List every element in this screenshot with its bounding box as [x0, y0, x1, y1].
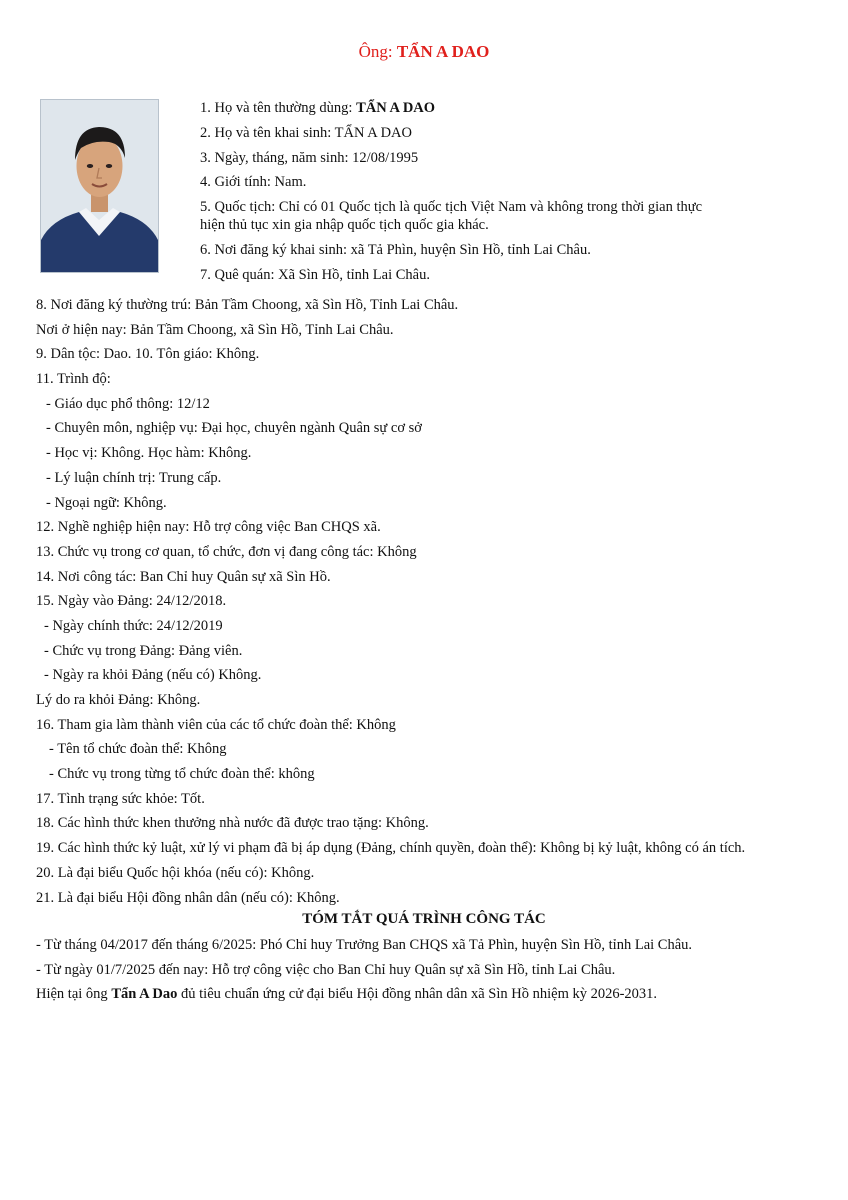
- eligibility-name: Tẩn A Dao: [111, 986, 178, 1003]
- career-entry-2: - Từ ngày 01/7/2025 đến nay: Hỗ trợ công việc cho Ban Chỉ huy Quân sự xã Sìn Hồ, tỉnh Lai Châu.: [36, 961, 616, 978]
- foreign-language: - Ngoại ngữ: Không.: [46, 494, 167, 511]
- official-party-date: - Ngày chính thức: 24/12/2019: [44, 617, 223, 634]
- academic-degree: - Học vị: Không. Học hàm: Không.: [46, 445, 252, 462]
- item-13: 13. Chức vụ trong cơ quan, tổ chức, đơn vị đang công tác: Không: [36, 543, 417, 560]
- eligibility-prefix: Hiện tại ông: [36, 986, 112, 1003]
- item-19: 19. Các hình thức kỷ luật, xử lý vi phạm đã bị áp dụng (Đảng, chính quyền, đoàn thể): Không bị kỷ luật, không có án tích.: [36, 840, 746, 857]
- candidate-name: TẨN A DAO: [396, 42, 490, 61]
- item-6: 6. Nơi đăng ký khai sinh: xã Tả Phìn, huyện Sìn Hồ, tỉnh Lai Châu.: [200, 241, 591, 258]
- portrait-illustration: [41, 100, 158, 272]
- item-12: 12. Nghề nghiệp hiện nay: Hỗ trợ công việc Ban CHQS xã.: [36, 519, 381, 536]
- item-16: 16. Tham gia làm thành viên của các tổ chức đoàn thể: Không: [36, 716, 396, 733]
- item-1: [200, 99, 800, 117]
- item-8: 8. Nơi đăng ký thường trú: Bản Tầm Choong, xã Sìn Hồ, Tỉnh Lai Châu.: [36, 297, 459, 313]
- party-leave-reason: Lý do ra khỏi Đảng: Không.: [36, 692, 201, 708]
- item-20: 20. Là đại biểu Quốc hội khóa (nếu có): Không.: [36, 864, 315, 881]
- party-position: - Chức vụ trong Đảng: Đảng viên.: [44, 642, 243, 659]
- organization-position: - Chức vụ trong từng tổ chức đoàn thể: không: [49, 766, 315, 783]
- item-2: 2. Họ và tên khai sinh: TẨN A DAO: [200, 124, 412, 141]
- item-14: 14. Nơi công tác: Ban Chỉ huy Quân sự xã Sìn Hồ.: [36, 568, 331, 585]
- political-theory: - Lý luận chính trị: Trung cấp.: [46, 469, 222, 486]
- party-leave-date: - Ngày ra khỏi Đảng (nếu có) Không.: [44, 667, 262, 684]
- item-17: 17. Tình trạng sức khỏe: Tốt.: [36, 790, 205, 807]
- specialization: - Chuyên môn, nghiệp vụ: Đại học, chuyên ngành Quân sự cơ sở: [46, 420, 422, 437]
- item-4: 4. Giới tính: Nam.: [200, 174, 307, 191]
- item-18: 18. Các hình thức khen thưởng nhà nước đã được trao tặng: Không.: [36, 815, 429, 832]
- title-prefix: Ông:: [358, 42, 397, 61]
- item-1-value: TẨN A DAO: [356, 100, 436, 116]
- details-block: [36, 296, 826, 913]
- item-5-line-1: 5. Quốc tịch: Chỉ có 01 Quốc tịch là quốc tịch Việt Nam và không trong thời gian thực: [200, 199, 703, 216]
- personal-info-block: [200, 99, 800, 291]
- item-11: 11. Trình độ:: [36, 371, 111, 388]
- organization-name: - Tên tổ chức đoàn thể: Không: [49, 741, 227, 758]
- eligibility-suffix: đủ tiêu chuẩn ứng cử đại biểu Hội đồng nhân dân xã Sìn Hồ nhiệm kỳ 2026-2031.: [177, 986, 658, 1003]
- item-1-label: 1. Họ và tên thường dùng:: [200, 100, 357, 116]
- item-21: 21. Là đại biểu Hội đồng nhân dân (nếu có): Không.: [36, 889, 340, 906]
- career-entry-1: - Từ tháng 04/2017 đến tháng 6/2025: Phó Chỉ huy Trưởng Ban CHQS xã Tả Phìn, huyện Sìn Hồ, tỉnh Lai Châu.: [36, 937, 693, 953]
- item-15: 15. Ngày vào Đảng: 24/12/2018.: [36, 593, 227, 610]
- item-9-10: 9. Dân tộc: Dao. 10. Tôn giáo: Không.: [36, 346, 260, 363]
- career-summary: [36, 936, 826, 1010]
- current-residence: Nơi ở hiện nay: Bản Tầm Choong, xã Sìn Hồ, Tỉnh Lai Châu.: [36, 321, 394, 338]
- general-education: - Giáo dục phổ thông: 12/12: [46, 395, 210, 412]
- candidate-title: [0, 42, 848, 62]
- portrait-photo: [40, 99, 159, 273]
- career-summary-heading: TÓM TẮT QUÁ TRÌNH CÔNG TÁC: [302, 911, 546, 927]
- item-5-line-2: hiện thủ tục xin gia nhập quốc tịch quốc gia khác.: [200, 217, 489, 234]
- item-7: 7. Quê quán: Xã Sìn Hồ, tỉnh Lai Châu.: [200, 266, 430, 283]
- item-3: 3. Ngày, tháng, năm sinh: 12/08/1995: [200, 149, 419, 166]
- eligibility-statement: [36, 985, 826, 1010]
